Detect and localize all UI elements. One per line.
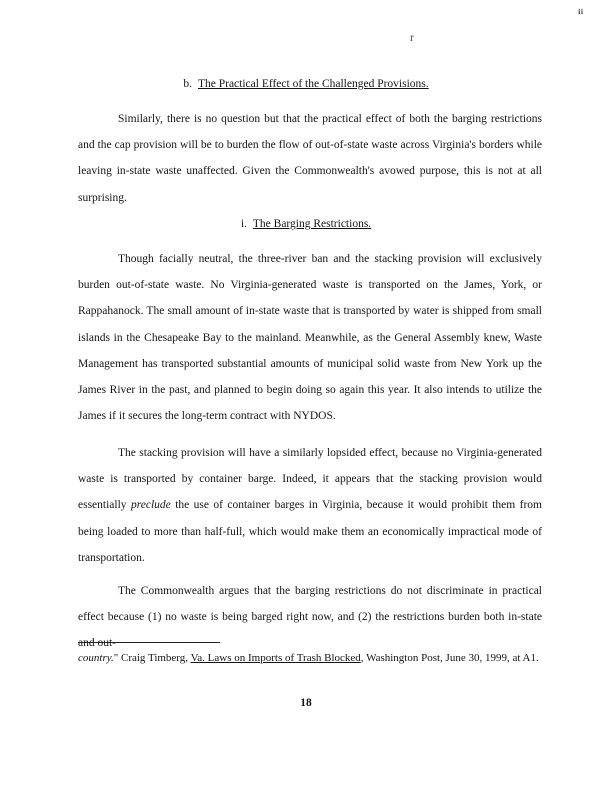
footnote-divider <box>78 642 220 643</box>
paragraph-1 <box>78 106 542 211</box>
paragraph-2 <box>78 246 542 429</box>
paragraph-4 <box>78 578 542 657</box>
section-title: The Practical Effect of the Challenged Provisions. <box>197 78 429 90</box>
footnote-author: " Craig Timberg, <box>113 652 191 664</box>
paragraph-3 <box>78 440 542 571</box>
section-heading-b <box>0 78 612 90</box>
subsection-heading-i <box>0 218 612 230</box>
paragraph-text: Though facially neutral, the three-river ban and the stacking provision will exclusively burden out-of-state waste. No Virginia-generated waste is transported on the James, York, or Rappahanock. The small amount of in-state waste that is transported by water is shipped from small islands in the Chesapeake Bay to the mainland. Meanwhile, as the General Assembly knew, Waste Management has transported substantial amounts of municipal solid waste from New York up the James River in the past, and planned to begin doing so again this year. It also intends to utilize the James if it secures the long-term contract with NYDOS. <box>78 253 542 423</box>
subsection-number: i. <box>240 218 247 230</box>
scan-artifact-corner: ℹ︎ℹ︎ <box>578 8 584 16</box>
footnote-source: , Washington Post, June 30, 1999, at A1. <box>360 652 539 664</box>
page-number: 18 <box>300 697 312 709</box>
paragraph-text: Similarly, there is no question but that the practical effect of both the barging restrictions and the cap provision will be to burden the flow of out-of-state waste across Virginia's borders while leaving in-state waste unaffected. Given the Commonwealth's avowed purpose, this is not at all surprising. <box>78 113 542 204</box>
paragraph-text-continued: the use of container barges in Virginia, because it would prohibit them from being loaded to more than half-full, which would make them an economically impractical mode of transportation. <box>78 499 543 564</box>
paragraph-text: The stacking provision will have a similarly lopsided effect, because no Virginia-generated waste is transported by container barge. Indeed, it appears that the stacking provision would essentially <box>78 447 542 512</box>
footnote <box>78 651 542 666</box>
section-number: b. <box>183 78 192 90</box>
emphasis-word: preclude <box>130 499 171 512</box>
footnote-quote-end: country. <box>78 652 114 664</box>
subsection-title: The Barging Restrictions. <box>252 218 372 230</box>
scan-artifact-stroke: r <box>410 30 414 44</box>
footnote-article-title: Va. Laws on Imports of Trash Blocked <box>190 652 361 664</box>
paragraph-text: The Commonwealth argues that the barging restrictions do not discriminate in practical effect because (1) no waste is being barged right now, and (2) the restrictions burden both in-state and out- <box>78 585 542 650</box>
